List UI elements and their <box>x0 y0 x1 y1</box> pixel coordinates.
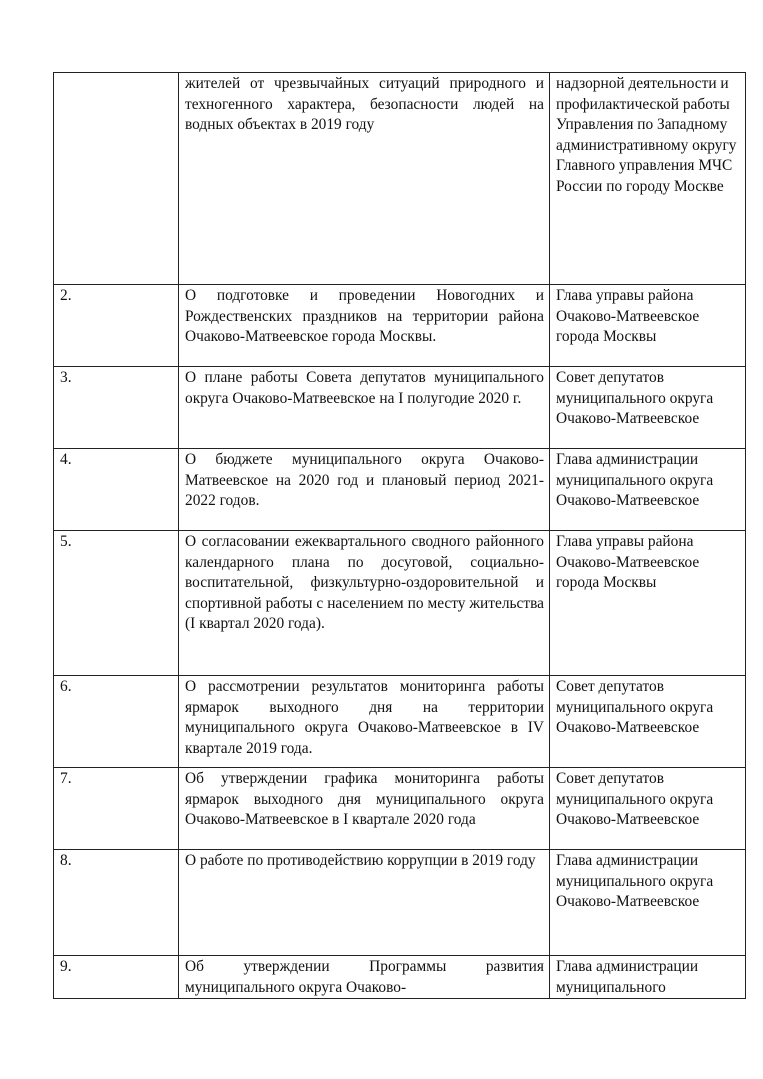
row-responsible: Совет депутатов муниципального округа Очаково-Матвеевское <box>550 676 746 768</box>
table-row <box>54 73 746 285</box>
row-topic: О работе по противодействию коррупции в 2019 году <box>179 850 550 956</box>
row-responsible: Совет депутатов муниципального округа Очаково-Матвеевское <box>550 768 746 850</box>
row-number: 8. <box>54 850 179 956</box>
row-number: 3. <box>54 367 179 449</box>
row-number: 4. <box>54 449 179 531</box>
row-responsible: Глава администрации муниципального округа Очаково-Матвеевское <box>550 449 746 531</box>
row-topic: О подготовке и проведении Новогодних и Рождественских праздников на территории района Очаково-Матвеевское города Москвы. <box>179 285 550 367</box>
row-number <box>54 73 179 285</box>
row-topic: О согласовании ежеквартального сводного районного календарного плана по досуговой, социально-воспитательной, физкультурно-оздоровительной и спортивной работы с населением по месту жительства (I квартал 2020 года). <box>179 531 550 676</box>
table-row <box>54 367 746 449</box>
row-responsible: Глава управы района Очаково-Матвеевское города Москвы <box>550 285 746 367</box>
row-topic: О рассмотрении результатов мониторинга работы ярмарок выходного дня на территории муниципального округа Очаково-Матвеевское в IV квартале 2019 года. <box>179 676 550 768</box>
row-topic: Об утверждении графика мониторинга работы ярмарок выходного дня муниципального округа Очаково-Матвеевское в I квартале 2020 года <box>179 768 550 850</box>
table-row <box>54 449 746 531</box>
table-row <box>54 768 746 850</box>
row-topic: О плане работы Совета депутатов муниципального округа Очаково-Матвеевское на I полугодие 2020 г. <box>179 367 550 449</box>
table-row <box>54 956 746 999</box>
table-row <box>54 850 746 956</box>
row-number: 6. <box>54 676 179 768</box>
table-row <box>54 676 746 768</box>
table-row <box>54 531 746 676</box>
row-responsible: Совет депутатов муниципального округа Очаково-Матвеевское <box>550 367 746 449</box>
row-topic: жителей от чрезвычайных ситуаций природного и техногенного характера, безопасности людей на водных объектах в 2019 году <box>179 73 550 285</box>
row-responsible: Глава администрации муниципального <box>550 956 746 999</box>
row-topic: Об утверждении Программы развития муниципального округа Очаково- <box>179 956 550 999</box>
agenda-table <box>53 72 746 999</box>
row-responsible: Глава управы района Очаково-Матвеевское города Москвы <box>550 531 746 676</box>
row-topic: О бюджете муниципального округа Очаково-Матвеевское на 2020 год и плановый период 2021-2022 годов. <box>179 449 550 531</box>
row-responsible: Глава администрации муниципального округа Очаково-Матвеевское <box>550 850 746 956</box>
row-responsible: надзорной деятельности и профилактической работы Управления по Западному административному округу Главного управления МЧС России по городу Москве <box>550 73 746 285</box>
table-row <box>54 285 746 367</box>
row-number: 2. <box>54 285 179 367</box>
row-number: 5. <box>54 531 179 676</box>
row-number: 9. <box>54 956 179 999</box>
row-number: 7. <box>54 768 179 850</box>
